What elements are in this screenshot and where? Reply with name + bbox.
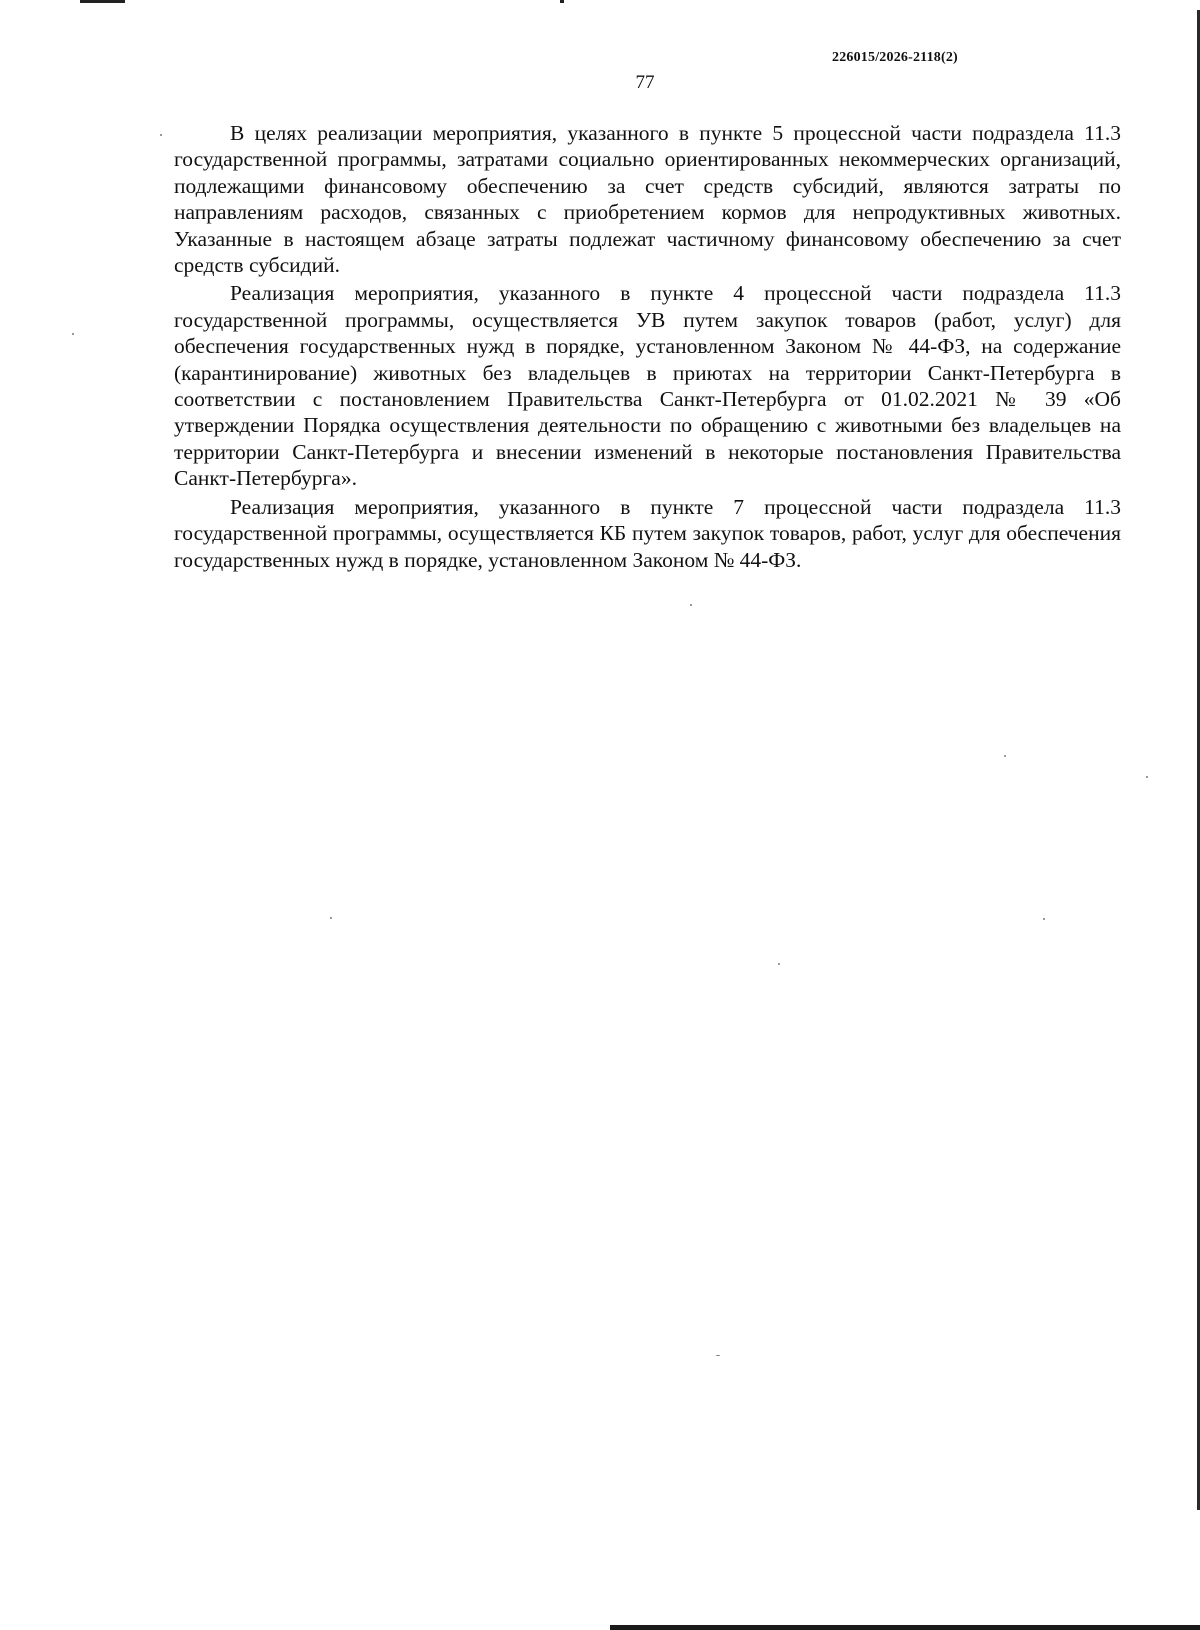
paragraph-1: В целях реализации мероприятия, указанного в пункте 5 процессной части подраздела 11.3 государственной программы, затратами социально ориентированных некоммерческих организаций, подлежащими финансовому обеспечению за счет средств субсидий, являются затраты по направлениям расходов, связанных с приобретением кормов для непродуктивных животных. Указанные в настоящем абзаце затраты подлежат частичному финансовому обеспечению за счет средств субсидий.: [174, 121, 1121, 278]
paragraph-2: Реализация мероприятия, указанного в пункте 4 процессной части подраздела 11.3 государственной программы, осуществляется УВ путем закупок товаров (работ, услуг) для обеспечения государственных нужд в порядке, установленном Законом № 44-ФЗ, на содержание (карантинирование) животных без владельцев в приютах на территории Санкт-Петербурга в соответствии с постановлением Правительства Санкт-Петербурга от 01.02.2021 № 39 «Об утверждении Порядка осуществления деятельности по обращению с животными без владельцев на территории Санкт-Петербурга и внесении изменений в некоторые постановления Правительства Санкт-Петербурга».: [174, 281, 1121, 491]
scan-speck: [778, 963, 780, 965]
document-registration-number: 226015/2026-2118(2): [832, 50, 958, 65]
scan-speck: [716, 1355, 720, 1356]
scan-edge-mark: [80, 0, 125, 3]
scan-bottom-edge: [610, 1625, 1200, 1630]
scan-speck: [72, 333, 74, 335]
scan-speck: [330, 917, 332, 919]
page-number: 77: [635, 72, 655, 93]
paragraph-3: Реализация мероприятия, указанного в пункте 7 процессной части подраздела 11.3 государственной программы, осуществляется КБ путем закупок товаров, работ, услуг для обеспечения государственных нужд в порядке, установленном Законом № 44-ФЗ.: [174, 494, 1121, 572]
scan-speck: [1146, 776, 1148, 778]
scan-speck: [160, 134, 162, 136]
scan-speck: [690, 604, 692, 606]
document-body: [174, 120, 1121, 575]
scan-speck: [1004, 755, 1006, 757]
scan-edge-mark: [560, 0, 564, 3]
scan-speck: [1043, 918, 1045, 920]
